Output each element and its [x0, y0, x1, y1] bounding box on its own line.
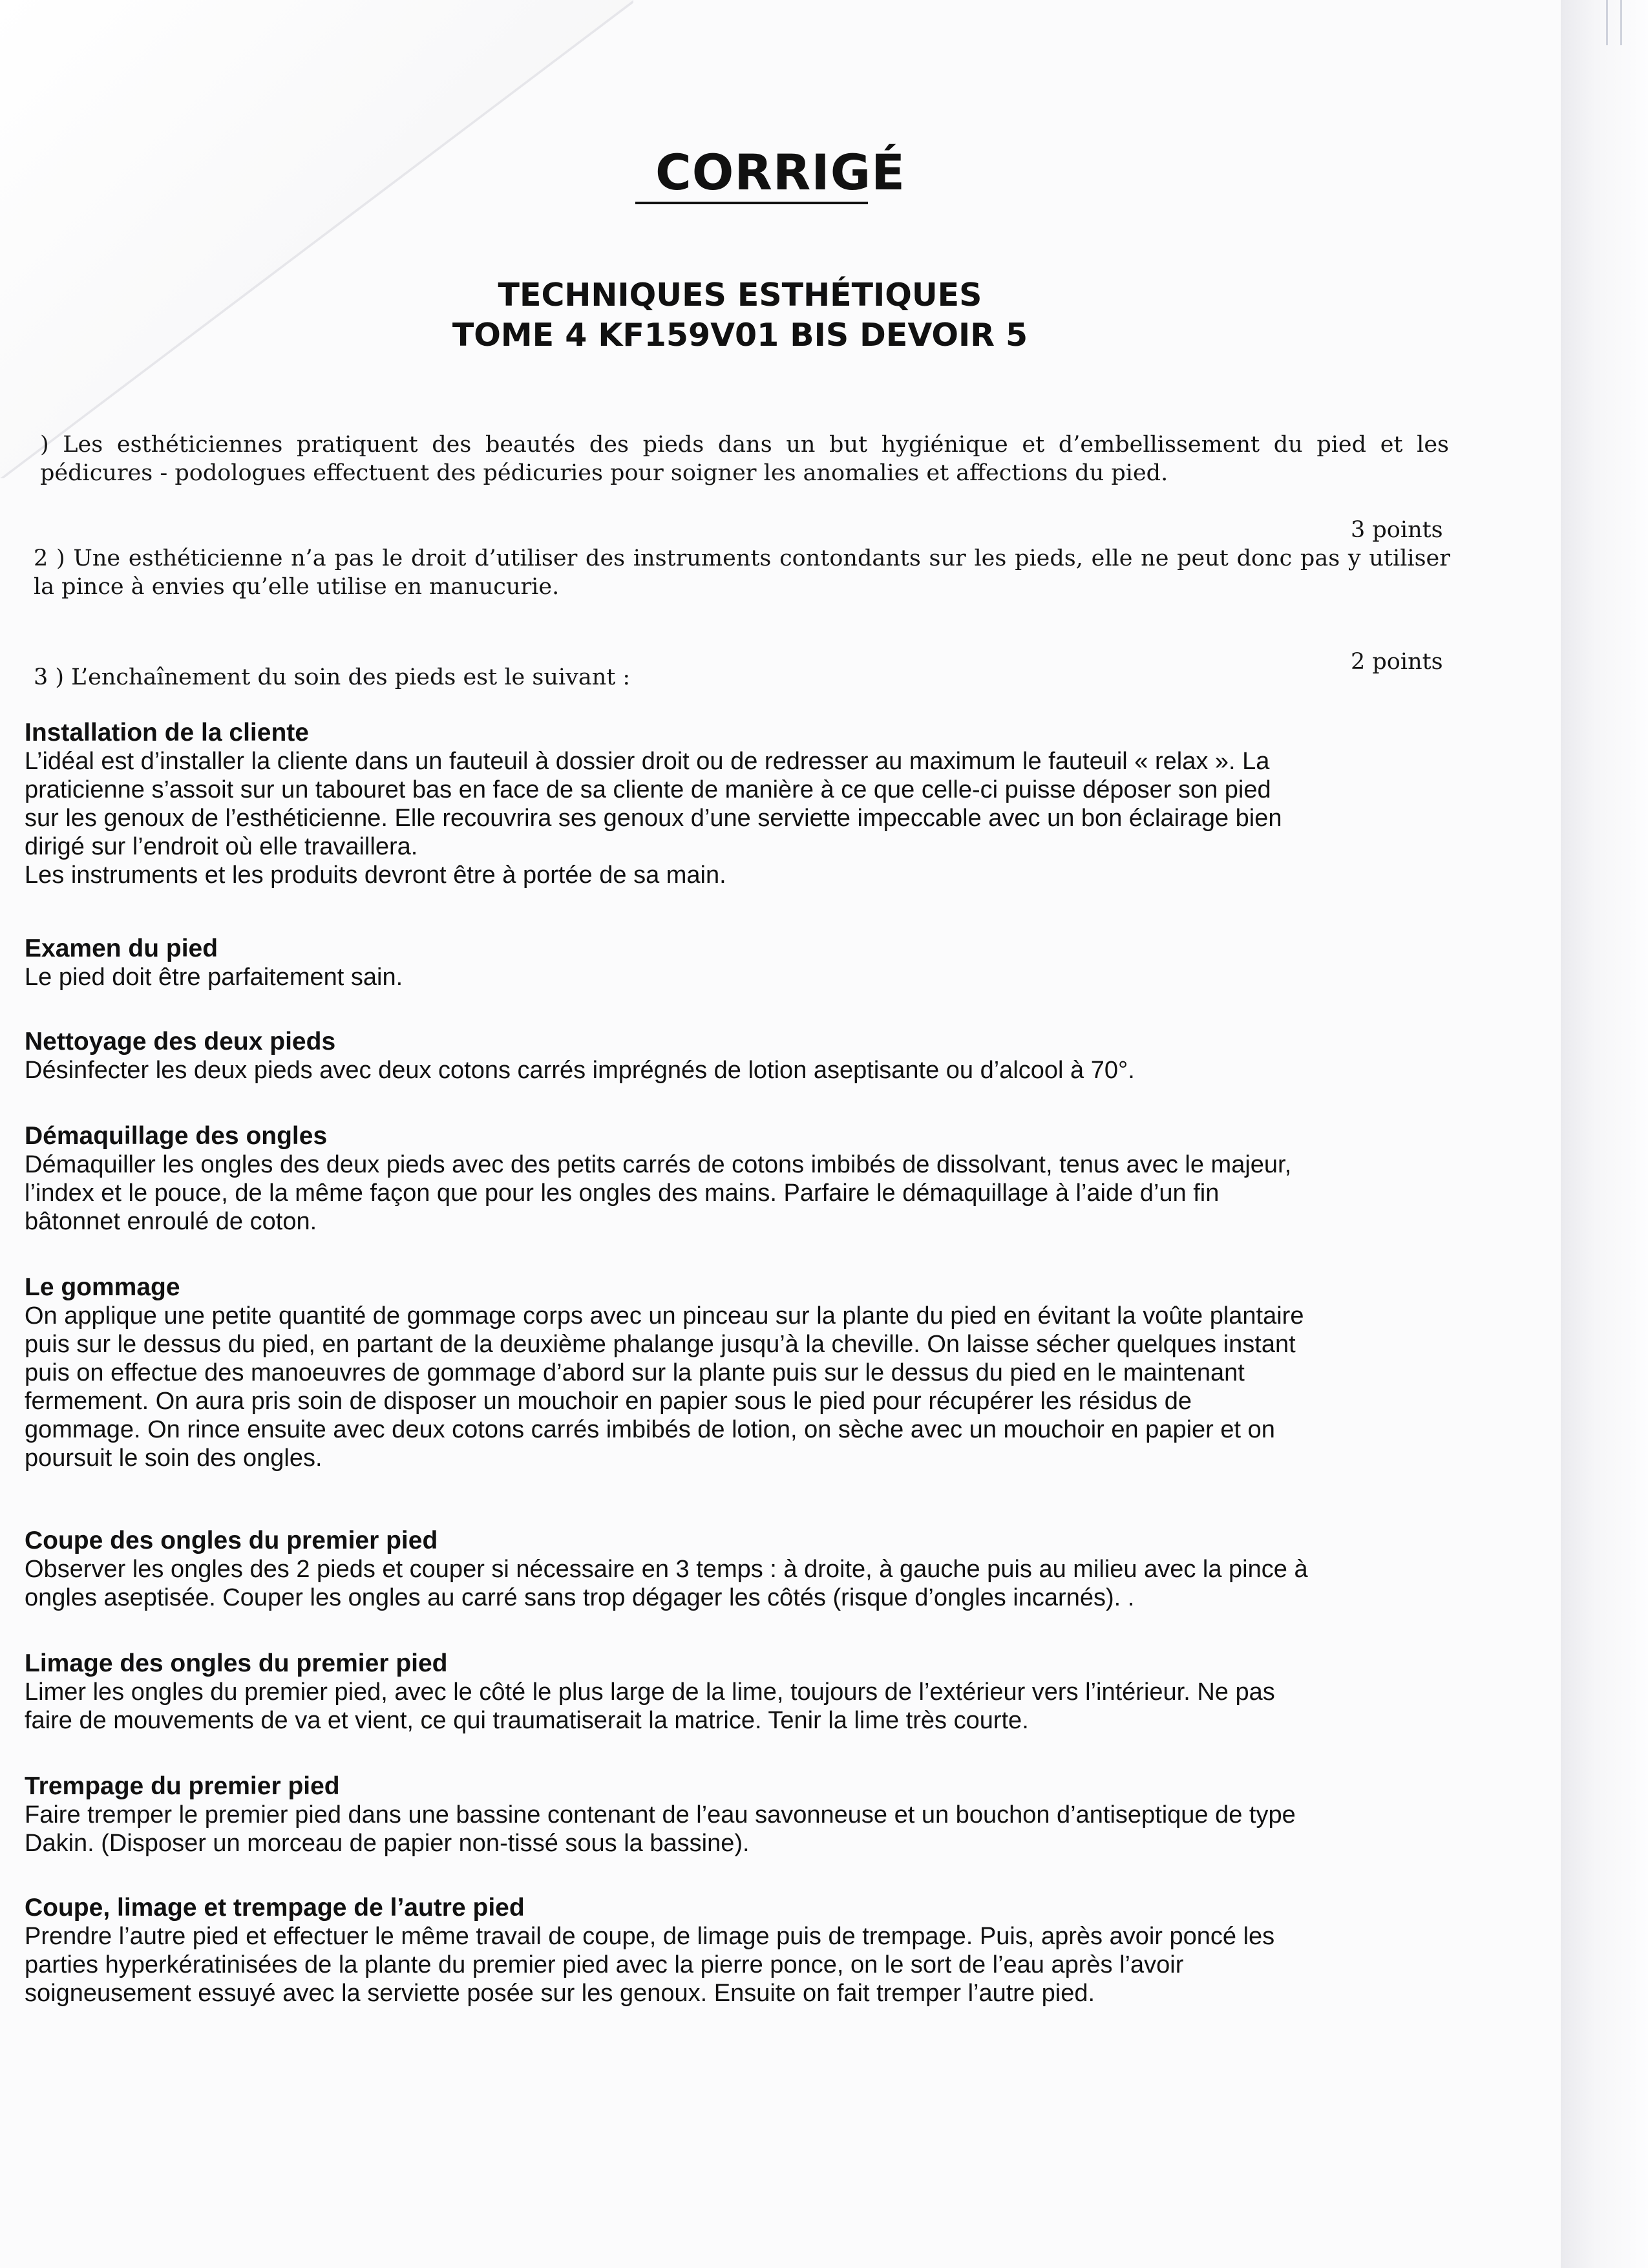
section-text-line: L’idéal est d’installer la cliente dans un fauteuil à dossier droit ou de redresser au maximum le fauteuil « relax ». La [25, 748, 1270, 775]
section-text-line: fermement. On aura pris soin de disposer un mouchoir en papier sous le pied pour récupérer les résidus de [25, 1388, 1192, 1415]
answer-1: ) Les esthéticiennes pratiquent des beautés des pieds dans un but hygiénique et d’embellissement du pied et les pédicures - podologues effectuent des pédicuries pour soigner les anomalies et affections du pied. [40, 432, 1449, 486]
document-title: CORRIGÉ [655, 143, 905, 201]
section-limage [25, 1649, 1433, 1735]
section-text-line: Démaquiller les ongles des deux pieds avec des petits carrés de cotons imbibés de dissolvant, tenus avec le majeur, [25, 1151, 1292, 1178]
section-text-line: poursuit le soin des ongles. [25, 1445, 322, 1472]
sheet-edge-line [1606, 0, 1608, 45]
answer-2: 2 ) Une esthéticienne n’a pas le droit d’utiliser des instruments contondants sur les pieds, elle ne peut donc pas y utiliser la pince à envies qu’elle utilise en manucurie. [34, 546, 1450, 600]
section-heading: Trempage du premier pied [25, 1772, 340, 1800]
section-gommage [25, 1273, 1433, 1472]
section-text-line: Prendre l’autre pied et effectuer le même travail de coupe, de limage puis de trempage. Puis, après avoir poncé les [25, 1923, 1275, 1950]
section-heading: Installation de la cliente [25, 719, 309, 747]
section-nettoyage [25, 1028, 1433, 1085]
section-text-line: praticienne s’assoit sur un tabouret bas en face de sa cliente de manière à ce que celle-ci puisse déposer son pied [25, 776, 1271, 803]
section-text-line: puis sur le dessus du pied, en partant de la deuxième phalange jusqu’à la cheville. On laisse sécher quelques instant [25, 1331, 1296, 1358]
sheet-edge-line [1620, 0, 1622, 45]
subtitle-line-2: TOME 4 KF159V01 BIS DEVOIR 5 [452, 317, 1028, 354]
section-demaquillage [25, 1122, 1433, 1236]
section-text-line: Désinfecter les deux pieds avec deux cotons carrés imprégnés de lotion aseptisante ou d’alcool à 70°. [25, 1057, 1135, 1084]
section-text-line: faire de mouvements de va et vient, ce qui traumatiserait la matrice. Tenir la lime très courte. [25, 1707, 1029, 1734]
section-examen [25, 935, 1433, 991]
section-text-line: sur les genoux de l’esthéticienne. Elle recouvrira ses genoux d’une serviette impeccable avec un bon éclairage bien [25, 805, 1282, 832]
section-text-line: Le pied doit être parfaitement sain. [25, 964, 403, 991]
section-heading: Limage des ongles du premier pied [25, 1649, 448, 1677]
section-heading: Démaquillage des ongles [25, 1122, 328, 1150]
section-text-line: parties hyperkératinisées de la plante du premier pied avec la pierre ponce, on le sort de l’eau après l’avoir [25, 1951, 1184, 1978]
section-text-line: On applique une petite quantité de gommage corps avec un pinceau sur la plante du pied en évitant la voûte plantaire [25, 1302, 1304, 1330]
answer-1-points: 3 points [1351, 517, 1443, 543]
section-text-line: Faire tremper le premier pied dans une bassine contenant de l’eau savonneuse et un bouchon d’antiseptique de type [25, 1801, 1296, 1828]
section-heading: Coupe, limage et trempage de l’autre pied [25, 1894, 525, 1922]
title-underline [635, 202, 868, 204]
section-coupe [25, 1527, 1433, 1612]
folded-corner [0, 0, 633, 478]
section-text-line: bâtonnet enroulé de coton. [25, 1208, 317, 1235]
section-text-line: l’index et le pouce, de la même façon que pour les ongles des mains. Parfaire le démaquillage à l’aide d’un fin [25, 1180, 1220, 1207]
section-text-line: Limer les ongles du premier pied, avec le côté le plus large de la lime, toujours de l’extérieur vers l’intérieur. Ne pas [25, 1679, 1275, 1706]
section-trempage [25, 1772, 1433, 1858]
section-text-line: Les instruments et les produits devront être à portée de sa main. [25, 862, 726, 889]
section-heading: Examen du pied [25, 935, 218, 962]
section-installation [25, 719, 1433, 889]
section-text-line: gommage. On rince ensuite avec deux cotons carrés imbibés de lotion, on sèche avec un mouchoir en papier et on [25, 1416, 1275, 1443]
section-text-line: Dakin. (Disposer un morceau de papier non-tissé sous la bassine). [25, 1830, 750, 1857]
section-text-line: Observer les ongles des 2 pieds et couper si nécessaire en 3 temps : à droite, à gauche puis au milieu avec la pince à [25, 1556, 1308, 1583]
answer-3-intro: 3 ) L’enchaînement du soin des pieds est le suivant : [34, 664, 631, 690]
section-heading: Le gommage [25, 1273, 180, 1301]
section-text-line: dirigé sur l’endroit où elle travaillera. [25, 833, 418, 860]
answer-2-points: 2 points [1351, 649, 1443, 675]
stacked-sheets-edge [1561, 0, 1648, 2268]
section-text-line: soigneusement essuyé avec la serviette posée sur les genoux. Ensuite on fait tremper l’autre pied. [25, 1980, 1095, 2007]
section-heading: Coupe des ongles du premier pied [25, 1527, 438, 1554]
section-autre-pied [25, 1894, 1433, 2008]
section-heading: Nettoyage des deux pieds [25, 1028, 336, 1055]
section-text-line: ongles aseptisée. Couper les ongles au carré sans trop dégager les côtés (risque d’ongles incarnés). . [25, 1584, 1135, 1611]
subtitle-line-1: TECHNIQUES ESTHÉTIQUES [498, 277, 982, 313]
section-text-line: puis on effectue des manoeuvres de gommage d’abord sur la plante puis sur le dessus du pied en le maintenant [25, 1359, 1245, 1386]
